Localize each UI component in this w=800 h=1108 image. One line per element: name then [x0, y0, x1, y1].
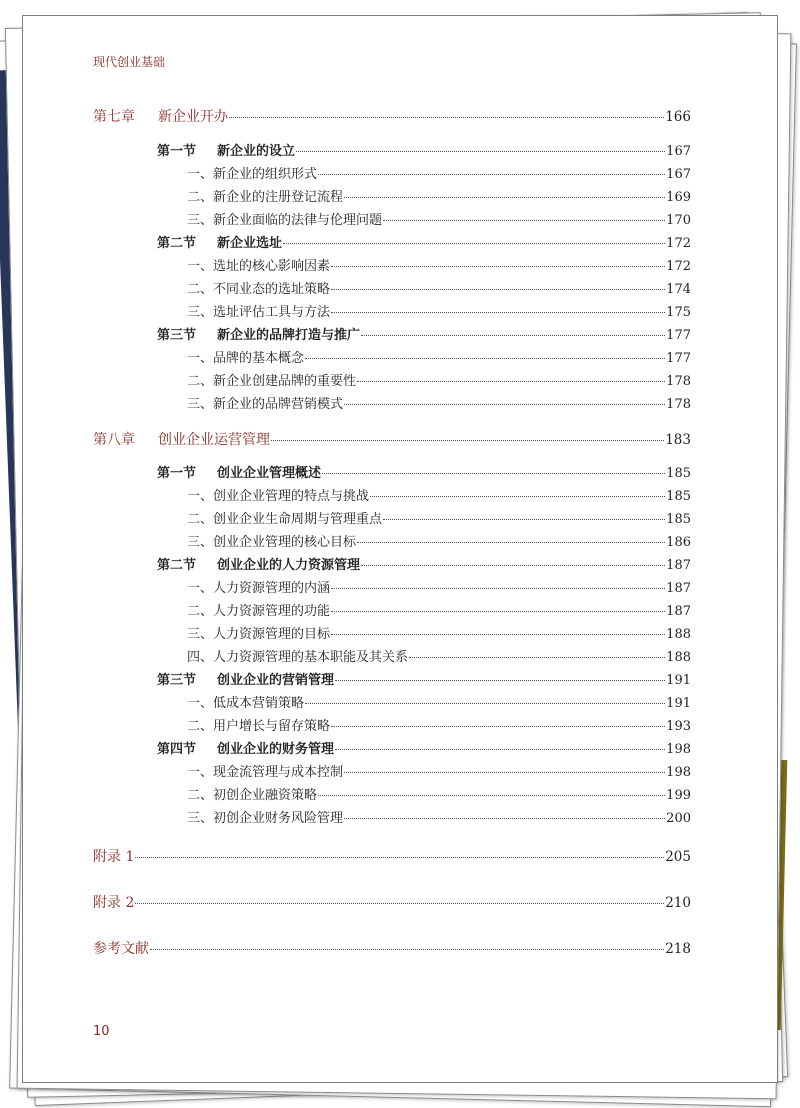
page-number: 185: [666, 489, 691, 504]
toc-page: [22, 15, 778, 1083]
page-number: 187: [666, 558, 691, 573]
item-title: 三、新企业面临的法律与伦理问题: [187, 213, 383, 228]
page-number: 205: [665, 849, 691, 865]
page-number: 183: [665, 432, 691, 448]
toc-item: [187, 163, 691, 182]
running-header: 现代创业基础: [93, 55, 166, 69]
toc-item: [187, 255, 691, 274]
toc-item: [187, 209, 691, 228]
page-number: 198: [666, 742, 691, 757]
page-number: 167: [666, 167, 691, 182]
page-number: 172: [666, 259, 691, 274]
section-title: 创业企业的人力资源管理: [217, 558, 361, 573]
page-number: 187: [666, 581, 691, 596]
dot-leader: [322, 473, 665, 474]
toc-item: [187, 600, 691, 619]
toc-item: [187, 508, 691, 527]
section-number: 第一节: [157, 466, 197, 481]
dot-leader: [150, 949, 664, 950]
page-number: 177: [666, 351, 691, 366]
page-number: 167: [666, 144, 691, 159]
page-number: 178: [666, 397, 691, 412]
item-title: 四、人力资源管理的基本职能及其关系: [187, 650, 409, 665]
item-title: 二、人力资源管理的功能: [187, 604, 331, 619]
toc-item: [187, 393, 691, 412]
dot-leader: [344, 772, 665, 773]
dot-leader: [357, 542, 665, 543]
toc-item: [187, 301, 691, 320]
toc-item: [187, 807, 691, 826]
section-number: 第二节: [157, 558, 197, 573]
page-number: 174: [666, 282, 691, 297]
page-number: 191: [666, 696, 691, 711]
section-number: 第二节: [157, 236, 197, 251]
dot-leader: [409, 657, 665, 658]
item-title: 一、选址的核心影响因素: [187, 259, 331, 274]
chapter-title: 创业企业运营管理: [158, 432, 270, 448]
item-title: 一、新企业的组织形式: [187, 167, 318, 182]
toc-item: [187, 347, 691, 366]
dot-leader: [135, 857, 664, 858]
section-title: 创业企业的财务管理: [217, 742, 335, 757]
dot-leader: [383, 220, 665, 221]
page-number: 193: [666, 719, 691, 734]
page-number: 178: [666, 374, 691, 389]
dot-leader: [335, 680, 665, 681]
toc-section: [157, 738, 691, 757]
toc-section: [157, 324, 691, 343]
item-title: 一、创业企业管理的特点与挑战: [187, 489, 370, 504]
section-title: 创业企业管理概述: [217, 466, 322, 481]
item-title: 二、不同业态的选址策略: [187, 282, 331, 297]
dot-leader: [283, 243, 665, 244]
toc-item: [187, 186, 691, 205]
item-title: 三、选址评估工具与方法: [187, 305, 331, 320]
item-title: 一、品牌的基本概念: [187, 351, 305, 366]
toc-item: [187, 531, 691, 550]
toc-item: [187, 692, 691, 711]
toc-chapter-7: [93, 106, 691, 126]
page-number: 198: [666, 765, 691, 780]
item-title: 二、新企业的注册登记流程: [187, 190, 344, 205]
page-number: 210: [665, 895, 691, 911]
toc-chapter-8: [93, 429, 691, 449]
section-title: 新企业的设立: [217, 144, 296, 159]
dot-leader: [357, 381, 665, 382]
item-title: 三、新企业的品牌营销模式: [187, 397, 344, 412]
toc-item: [187, 278, 691, 297]
page-number: 170: [666, 213, 691, 228]
dot-leader: [271, 440, 664, 441]
item-title: 三、创业企业管理的核心目标: [187, 535, 357, 550]
dot-leader: [331, 588, 665, 589]
dot-leader: [318, 795, 665, 796]
page-number: 169: [666, 190, 691, 205]
dot-leader: [331, 266, 665, 267]
appendix-title: 附录 2: [93, 895, 135, 911]
dot-leader: [361, 565, 665, 566]
item-title: 二、初创企业融资策略: [187, 788, 318, 803]
page-number: 199: [666, 788, 691, 803]
toc-section: [157, 462, 691, 481]
toc-section: [157, 140, 691, 159]
dot-leader: [383, 519, 665, 520]
dot-leader: [305, 358, 665, 359]
page-number: 200: [666, 811, 691, 826]
item-title: 一、现金流管理与成本控制: [187, 765, 344, 780]
section-title: 新企业的品牌打造与推广: [217, 328, 361, 343]
section-number: 第三节: [157, 328, 197, 343]
dot-leader: [370, 496, 665, 497]
section-number: 第四节: [157, 742, 197, 757]
dot-leader: [229, 117, 664, 118]
dot-leader: [135, 903, 664, 904]
toc-item: [187, 761, 691, 780]
toc-item: [187, 784, 691, 803]
item-title: 三、人力资源管理的目标: [187, 627, 331, 642]
toc-item: [187, 485, 691, 504]
dot-leader: [331, 312, 665, 313]
dot-leader: [296, 151, 665, 152]
page-number: 188: [666, 627, 691, 642]
toc-section: [157, 554, 691, 573]
page-number: 187: [666, 604, 691, 619]
section-title: 创业企业的营销管理: [217, 673, 335, 688]
dot-leader: [331, 726, 665, 727]
dot-leader: [344, 818, 665, 819]
page-number: 186: [666, 535, 691, 550]
dot-leader: [361, 335, 665, 336]
toc-item: [187, 646, 691, 665]
item-title: 二、用户增长与留存策略: [187, 719, 331, 734]
dot-leader: [318, 174, 665, 175]
item-title: 一、低成本营销策略: [187, 696, 305, 711]
page-footer-number: 10: [93, 1024, 110, 1039]
dot-leader: [335, 749, 665, 750]
page-number: 218: [665, 941, 691, 957]
references-title: 参考文献: [93, 941, 149, 957]
toc-item: [187, 623, 691, 642]
item-title: 二、创业企业生命周期与管理重点: [187, 512, 383, 527]
section-number: 第一节: [157, 144, 197, 159]
chapter-number: 第七章: [93, 109, 135, 125]
chapter-number: 第八章: [93, 432, 135, 448]
section-title: 新企业选址: [217, 236, 283, 251]
toc-references: [93, 938, 691, 958]
page-number: 185: [666, 466, 691, 481]
dot-leader: [344, 404, 665, 405]
item-title: 三、初创企业财务风险管理: [187, 811, 344, 826]
page-number: 188: [666, 650, 691, 665]
dot-leader: [331, 611, 665, 612]
item-title: 二、新企业创建品牌的重要性: [187, 374, 357, 389]
toc-item: [187, 715, 691, 734]
dot-leader: [331, 289, 665, 290]
page-number: 172: [666, 236, 691, 251]
page-number: 177: [666, 328, 691, 343]
chapter-title: 新企业开办: [158, 109, 228, 125]
section-number: 第三节: [157, 673, 197, 688]
toc-section: [157, 232, 691, 251]
page-number: 191: [666, 673, 691, 688]
toc-item: [187, 370, 691, 389]
dot-leader: [331, 634, 665, 635]
appendix-title: 附录 1: [93, 849, 135, 865]
toc-section: [157, 669, 691, 688]
page-number: 175: [666, 305, 691, 320]
page-number: 185: [666, 512, 691, 527]
item-title: 一、人力资源管理的内涵: [187, 581, 331, 596]
dot-leader: [305, 703, 665, 704]
dot-leader: [344, 197, 665, 198]
toc-appendix-2: [93, 892, 691, 912]
toc-appendix-1: [93, 846, 691, 866]
page-number: 166: [665, 109, 691, 125]
toc-item: [187, 577, 691, 596]
table-of-contents: [23, 16, 777, 1082]
